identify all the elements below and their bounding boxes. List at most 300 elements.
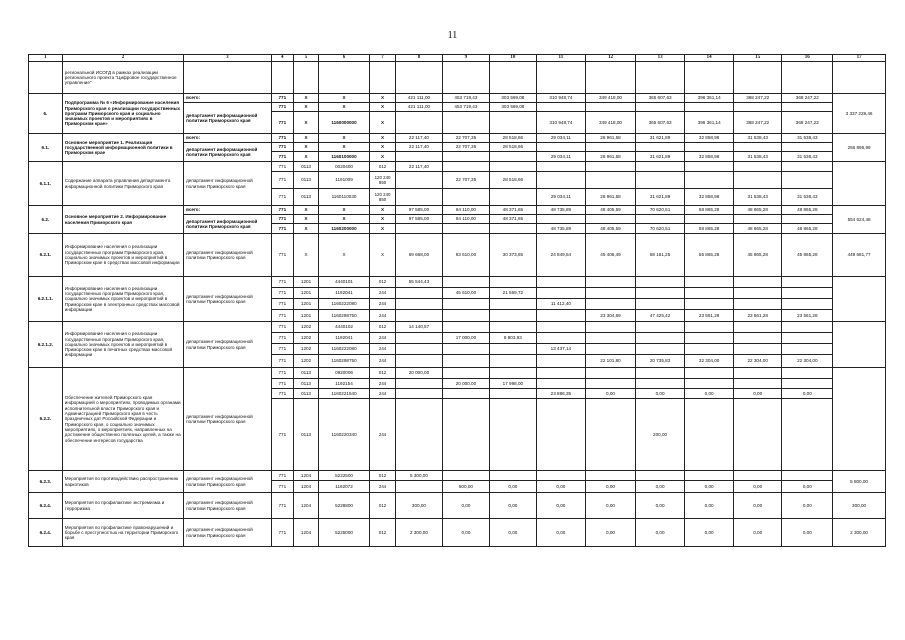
table-cell-c15 — [733, 215, 782, 224]
table-cell-c4: 771 — [271, 299, 293, 310]
table-cell-c9 — [442, 277, 489, 288]
table-cell-name: Мероприятия по противодействию распространению наркотиков — [62, 471, 183, 493]
table-cell-c11: 0,00 — [536, 493, 586, 519]
table-cell-n: 6.2.2. — [29, 368, 63, 471]
table-cell-c8: 55 544,43 — [396, 277, 442, 288]
table-cell-c4: 771 — [271, 399, 293, 471]
table-cell-c9: 22 707,35 — [442, 143, 489, 152]
table-cell-c11: 13 437,14 — [536, 344, 586, 355]
table-cell-c6: 1192041 — [319, 333, 370, 344]
table-cell-c6: 1192154 — [319, 379, 370, 389]
col-header: 9 — [442, 55, 489, 62]
table-cell-c8 — [396, 62, 442, 94]
table-cell-c12 — [586, 143, 636, 152]
table-cell-exec: департамент информационной политики Приморского края — [184, 471, 272, 493]
table-cell-c15: 48 865,28 — [733, 224, 782, 234]
table-cell-c8: 97 585,00 — [396, 206, 442, 215]
table-cell-c15 — [733, 162, 782, 172]
table-cell-c6: Х — [319, 103, 370, 112]
table-cell-c12 — [586, 471, 636, 481]
table-cell-c14 — [685, 288, 734, 299]
table-cell-c14 — [685, 399, 734, 471]
table-cell-c13 — [635, 344, 685, 355]
table-cell-c8 — [396, 299, 442, 310]
table-cell-c16 — [782, 172, 833, 189]
table-cell-c16 — [782, 288, 833, 299]
table-cell-c15: 31 538,43 — [733, 189, 782, 206]
table-cell-c8 — [396, 288, 442, 299]
table-cell-c16 — [782, 471, 833, 481]
table-cell-c9: 22 707,35 — [442, 134, 489, 143]
table-cell-c13: 31 621,89 — [635, 152, 685, 162]
table-cell-c11: 0,00 — [536, 481, 586, 493]
table-cell-c7: Х — [369, 224, 395, 234]
col-header: 8 — [396, 55, 442, 62]
table-cell-c12 — [586, 322, 636, 333]
table-cell-c14 — [685, 299, 734, 310]
table-cell-c9 — [442, 471, 489, 481]
table-cell-c14: 58 865,28 — [685, 206, 734, 215]
table-cell-c6: 5222500 — [319, 471, 370, 481]
table-cell-c11: 48 735,89 — [536, 224, 586, 234]
table-cell-c8: 22 117,40 — [396, 143, 442, 152]
table-cell-c13 — [635, 471, 685, 481]
table-cell-c5: 0113 — [293, 172, 318, 189]
table-cell-c4: 771 — [271, 189, 293, 206]
col-header: 5 — [293, 55, 318, 62]
table-cell-c10 — [490, 112, 536, 134]
table-cell-c11 — [536, 368, 586, 379]
table-cell-c4: 771 — [271, 493, 293, 519]
table-cell-c9 — [442, 355, 489, 368]
table-cell-c10: 30 373,65 — [490, 234, 536, 277]
table-cell-c7: 244 — [369, 344, 395, 355]
table-cell-c4: 771 — [271, 368, 293, 379]
table-cell-c11: 0,00 — [536, 519, 586, 547]
table-cell-c6: 4440102 — [319, 322, 370, 333]
table-cell-c6: 1160220340 — [319, 399, 370, 471]
table-cell-c12 — [586, 162, 636, 172]
table-cell-c13 — [635, 299, 685, 310]
table-cell-c7: Х — [369, 206, 395, 215]
table-cell-c12: 26 961,58 — [586, 134, 636, 143]
table-cell-c11 — [536, 215, 586, 224]
table-cell-name: Обеспечение жителей Приморского края информацией о мероприятиях, проводимых органами исполнительной власти Приморского края и Администрацией Приморского края в честь праздничных дат Российской Федерации и Приморского края, о социально значимых мероприятиях, о мероприятиях, направленных на достижение общественно полезных целей, а также на обеспечение интересов государства — [62, 368, 183, 471]
table-cell-c14 — [685, 368, 734, 379]
table-cell-c5: 1201 — [293, 310, 318, 322]
table-cell-c11 — [536, 277, 586, 288]
table-row — [29, 134, 886, 143]
col-header: 10 — [490, 55, 536, 62]
table-cell-c13: 70 620,51 — [635, 206, 685, 215]
table-cell-c6: 1160200000 — [319, 224, 370, 234]
table-cell-c5: Х — [293, 152, 318, 162]
table-cell-c15: 0,00 — [733, 519, 782, 547]
table-cell-c7: 244 — [369, 310, 395, 322]
table-cell-c17: 3 337 229,46 — [833, 94, 886, 134]
table-cell-c11: 310 948,74 — [536, 94, 586, 103]
table-cell-c12: 349 418,00 — [586, 94, 636, 103]
table-cell-c5: 1204 — [293, 493, 318, 519]
table-cell-c13 — [635, 277, 685, 288]
table-cell-c15 — [733, 143, 782, 152]
table-cell-c8: 22 117,40 — [396, 162, 442, 172]
table-row — [29, 519, 886, 547]
table-cell-c13: 0,00 — [635, 493, 685, 519]
table-cell-c14: 32 858,96 — [685, 134, 734, 143]
table-cell-c13 — [635, 162, 685, 172]
table-cell-exec — [184, 62, 272, 94]
table-cell-c10 — [490, 152, 536, 162]
table-cell-c7: 120 240 850 — [369, 189, 395, 206]
table-cell-c9: 0,00 — [442, 493, 489, 519]
table-cell-c12 — [586, 333, 636, 344]
table-cell-c4: 771 — [271, 333, 293, 344]
table-cell-c12: 26 961,58 — [586, 189, 636, 206]
table-cell-c9 — [442, 344, 489, 355]
table-cell-c6 — [319, 62, 370, 94]
table-cell-c11: 29 034,11 — [536, 152, 586, 162]
table-cell-c13 — [635, 143, 685, 152]
table-cell-c14 — [685, 215, 734, 224]
table-cell-c15 — [733, 344, 782, 355]
table-cell-c16 — [782, 322, 833, 333]
col-header: 1 — [29, 55, 63, 62]
table-cell-c6: 1192072 — [319, 481, 370, 493]
table-cell-c8 — [396, 333, 442, 344]
table-cell-c11 — [536, 162, 586, 172]
table-cell-c15: 0,00 — [733, 481, 782, 493]
table-cell-c11 — [536, 288, 586, 299]
table-cell-exec: департамент информационной политики Приморского края — [184, 519, 272, 547]
table-cell-c5: 0113 — [293, 162, 318, 172]
table-cell-c13: 200,00 — [635, 399, 685, 471]
table-cell-c4: 771 — [271, 288, 293, 299]
table-cell-c13 — [635, 62, 685, 94]
table-cell-c12: 0,00 — [586, 481, 636, 493]
table-cell-c4: 771 — [271, 112, 293, 134]
table-cell-c10: 303 569,08 — [490, 103, 536, 112]
table-cell-c14 — [685, 471, 734, 481]
table-cell-c16 — [782, 368, 833, 379]
table-cell-c7 — [369, 62, 395, 94]
table-cell-c6: 1160298750 — [319, 355, 370, 368]
table-cell-c7: 012 — [369, 471, 395, 481]
table-cell-c7: Х — [369, 94, 395, 103]
table-cell-c16: 31 538,43 — [782, 189, 833, 206]
table-cell-c7: 244 — [369, 333, 395, 344]
table-cell-c10: 303 569,08 — [490, 94, 536, 103]
table-cell-c11 — [536, 379, 586, 389]
table-cell-c13 — [635, 172, 685, 189]
table-cell-exec: департамент информационной политики Приморского края — [184, 215, 272, 234]
table-row — [29, 206, 886, 215]
table-cell-c11: 23 886,35 — [536, 389, 586, 399]
table-cell-c5: 1201 — [293, 288, 318, 299]
table-cell-c4: 771 — [271, 224, 293, 234]
table-cell-c14 — [685, 103, 734, 112]
table-cell-c14: 0,00 — [685, 493, 734, 519]
table-cell-c7: Х — [369, 143, 395, 152]
table-cell-c12: 26 961,58 — [586, 152, 636, 162]
table-cell-c8 — [396, 310, 442, 322]
table-cell-c11 — [536, 399, 586, 471]
page-number: 11 — [447, 30, 458, 41]
table-cell-name: Содержание аппарата управления департамента информационной политики Приморского края — [62, 162, 183, 206]
col-header: 15 — [733, 55, 782, 62]
table-cell-c8 — [396, 152, 442, 162]
table-cell-c16 — [782, 215, 833, 224]
table-cell-c8: 5 300,00 — [396, 471, 442, 481]
table-cell-c11 — [536, 333, 586, 344]
table-row — [29, 162, 886, 172]
table-cell-c12: 48 405,59 — [586, 206, 636, 215]
table-cell-c13 — [635, 215, 685, 224]
table-cell-c16: 0,00 — [782, 493, 833, 519]
table-cell-c17: 300,00 — [833, 493, 886, 519]
table-cell-c5: 1201 — [293, 277, 318, 288]
table-cell-c10 — [490, 322, 536, 333]
table-cell-c12 — [586, 172, 636, 189]
table-cell-c4: 771 — [271, 94, 293, 103]
table-cell-c13 — [635, 288, 685, 299]
table-cell-exec: департамент информационной политики Приморского края — [184, 322, 272, 368]
table-cell-c5: 1202 — [293, 322, 318, 333]
table-cell-n: 6.2.4. — [29, 493, 63, 519]
table-cell-c14 — [685, 172, 734, 189]
table-cell-c12: 349 418,00 — [586, 112, 636, 134]
table-cell-c13: 0,00 — [635, 389, 685, 399]
table-cell-c7: 244 — [369, 288, 395, 299]
table-cell-c4: 771 — [271, 172, 293, 189]
table-cell-c7: 244 — [369, 481, 395, 493]
table-cell-c17 — [833, 368, 886, 471]
table-cell-c10: 0,00 — [490, 481, 536, 493]
table-cell-c8: 14 140,57 — [396, 322, 442, 333]
table-cell-c14: 32 858,96 — [685, 152, 734, 162]
table-cell-c4: 771 — [271, 481, 293, 493]
table-cell-c13: 47 425,42 — [635, 310, 685, 322]
table-cell-c6: 0920006 — [319, 368, 370, 379]
table-cell-c13 — [635, 103, 685, 112]
table-cell-c4 — [271, 62, 293, 94]
col-header: 12 — [586, 55, 636, 62]
table-cell-c16: 368 247,22 — [782, 94, 833, 103]
table-cell-c8: 22 117,40 — [396, 134, 442, 143]
table-cell-c10 — [490, 310, 536, 322]
table-cell-c15: 23 561,28 — [733, 310, 782, 322]
table-cell-c11 — [536, 143, 586, 152]
table-cell-c12 — [586, 277, 636, 288]
table-cell-c6: Х — [319, 134, 370, 143]
table-cell-n: 6.2.3. — [29, 471, 63, 493]
table-cell-c14: 55 865,28 — [685, 234, 734, 277]
table-cell-c9: 453 719,43 — [442, 94, 489, 103]
table-cell-c7: 012 — [369, 277, 395, 288]
table-cell-c10: 21 569,72 — [490, 288, 536, 299]
table-cell-c12: 22 101,80 — [586, 355, 636, 368]
table-cell-c5: Х — [293, 234, 318, 277]
table-cell-c15 — [733, 288, 782, 299]
table-cell-c12 — [586, 399, 636, 471]
table-cell-c7: 244 — [369, 389, 395, 399]
table-cell-c6: 1160221540 — [319, 389, 370, 399]
table-cell-c16 — [782, 333, 833, 344]
table-cell-c17 — [833, 322, 886, 368]
table-cell-c10: 28 518,66 — [490, 134, 536, 143]
table-cell-c9: 45 610,00 — [442, 288, 489, 299]
table-cell-c16: 31 538,43 — [782, 152, 833, 162]
table-cell-c10: 0,00 — [490, 493, 536, 519]
table-cell-c5: Х — [293, 103, 318, 112]
table-cell-c4: 771 — [271, 206, 293, 215]
table-cell-n: 6.2.1. — [29, 234, 63, 277]
table-cell-c17: 5 800,00 — [833, 471, 886, 493]
col-header: 13 — [635, 55, 685, 62]
table-cell-c14: 396 361,14 — [685, 94, 734, 103]
table-cell-c16: 48 865,28 — [782, 224, 833, 234]
table-cell-c10: 48 371,65 — [490, 215, 536, 224]
table-cell-exec: департамент информационной политики Приморского края — [184, 143, 272, 162]
table-cell-c8 — [396, 379, 442, 389]
table-cell-c8: 97 585,00 — [396, 215, 442, 224]
table-cell-c4: 771 — [271, 355, 293, 368]
table-cell-c8: 2 300,00 — [396, 519, 442, 547]
table-cell-c9: 63 610,00 — [442, 234, 489, 277]
table-cell-c8: 300,00 — [396, 493, 442, 519]
table-cell-c13: 365 607,63 — [635, 94, 685, 103]
table-cell-c7: 012 — [369, 322, 395, 333]
table-cell-c14: 23 561,28 — [685, 310, 734, 322]
table-cell-c16 — [782, 277, 833, 288]
table-cell-c5: 1204 — [293, 519, 318, 547]
table-cell-c15 — [733, 277, 782, 288]
budget-table — [28, 54, 886, 547]
table-cell-c14 — [685, 344, 734, 355]
table-cell-c11 — [536, 62, 586, 94]
table-cell-c17: 554 624,48 — [833, 206, 886, 234]
table-cell-c16: 0,00 — [782, 519, 833, 547]
table-cell-c15 — [733, 471, 782, 481]
table-cell-c4: 771 — [271, 310, 293, 322]
table-cell-c9 — [442, 162, 489, 172]
table-cell-c12: 0,00 — [586, 519, 636, 547]
table-cell-name: Мероприятия по профилактике правонарушений и борьбе с преступностью на территории Приморского края — [62, 519, 183, 547]
table-cell-c17: 2 300,00 — [833, 519, 886, 547]
table-cell-c5: 0113 — [293, 399, 318, 471]
table-cell-c14 — [685, 333, 734, 344]
table-cell-c16: 45 865,28 — [782, 234, 833, 277]
table-cell-c11 — [536, 322, 586, 333]
table-cell-c11: 48 735,89 — [536, 206, 586, 215]
table-cell-c16: 48 865,28 — [782, 206, 833, 215]
table-cell-c10 — [490, 277, 536, 288]
table-cell-c16: 23 561,28 — [782, 310, 833, 322]
table-cell-c15 — [733, 299, 782, 310]
col-header: 7 — [369, 55, 395, 62]
table-cell-c4: 771 — [271, 215, 293, 224]
table-cell-n: 6.1.1. — [29, 162, 63, 206]
table-cell-c16: 0,00 — [782, 389, 833, 399]
table-cell-c12: 48 405,59 — [586, 224, 636, 234]
table-cell-c15 — [733, 103, 782, 112]
table-row — [29, 277, 886, 288]
table-cell-c9 — [442, 310, 489, 322]
table-cell-n: 6.1. — [29, 134, 63, 162]
table-cell-c9: 17 000,00 — [442, 333, 489, 344]
table-cell-c16 — [782, 62, 833, 94]
table-cell-c4: 771 — [271, 143, 293, 152]
table-cell-c16: 0,00 — [782, 481, 833, 493]
table-cell-n: 6.2. — [29, 206, 63, 234]
table-cell-c6: Х — [319, 215, 370, 224]
table-cell-exec: департамент информационной политики Приморского края — [184, 103, 272, 134]
table-cell-c12 — [586, 379, 636, 389]
table-cell-c4: 771 — [271, 152, 293, 162]
table-cell-c5: Х — [293, 134, 318, 143]
table-cell-c7: 012 — [369, 162, 395, 172]
table-cell-c7: 120 240 850 — [369, 172, 395, 189]
table-row — [29, 94, 886, 103]
table-cell-c14: 0,00 — [685, 389, 734, 399]
table-cell-c14: 32 304,00 — [685, 355, 734, 368]
table-cell-c7: 244 — [369, 299, 395, 310]
table-cell-c13: 20 735,83 — [635, 355, 685, 368]
table-cell-c9 — [442, 112, 489, 134]
table-cell-c10 — [490, 224, 536, 234]
table-cell-c7: 012 — [369, 368, 395, 379]
table-cell-c8 — [396, 344, 442, 355]
table-cell-c10 — [490, 389, 536, 399]
table-cell-c8 — [396, 389, 442, 399]
table-cell-name: региональной ИСОГД в рамках реализации регионального проекта "Цифровое государственное управление" — [62, 62, 183, 94]
table-cell-c14 — [685, 62, 734, 94]
table-cell-c17 — [833, 277, 886, 322]
table-cell-c5: 0113 — [293, 368, 318, 379]
table-cell-exec: всего: — [184, 94, 272, 103]
table-cell-c14 — [685, 322, 734, 333]
table-row — [29, 493, 886, 519]
table-cell-c6: Х — [319, 234, 370, 277]
table-cell-exec: всего: — [184, 206, 272, 215]
table-cell-c15 — [733, 322, 782, 333]
table-row — [29, 234, 886, 277]
table-cell-c11 — [536, 310, 586, 322]
table-cell-c8: 69 668,00 — [396, 234, 442, 277]
table-cell-name: Подпрограмма № 6 «Информирование населения Приморского края о реализации государственных программ Приморского края и социально значимых проектов и мероприятиях в Приморском крае» — [62, 94, 183, 134]
table-cell-c7: 244 — [369, 355, 395, 368]
table-cell-c10 — [490, 399, 536, 471]
table-cell-c16 — [782, 162, 833, 172]
table-cell-c13: 0,00 — [635, 481, 685, 493]
table-cell-name: Информирование населения о реализации государственных программ Приморского края, социально значимых проектов и мероприятий в Приморском крае в электронных средствах массовой информации — [62, 277, 183, 322]
table-cell-c6: Х — [319, 143, 370, 152]
table-cell-c9 — [442, 189, 489, 206]
table-cell-c9: 20 000,00 — [442, 379, 489, 389]
table-cell-c14: 0,00 — [685, 519, 734, 547]
table-cell-c6: 1160222080 — [319, 344, 370, 355]
table-cell-c9: 22 707,35 — [442, 172, 489, 189]
table-cell-c9 — [442, 299, 489, 310]
table-cell-c9: 0,00 — [442, 519, 489, 547]
table-cell-c5: 1202 — [293, 355, 318, 368]
table-cell-c15: 0,00 — [733, 493, 782, 519]
table-cell-c10 — [490, 299, 536, 310]
table-cell-c8 — [396, 224, 442, 234]
table-cell-n: 6.2.4. — [29, 519, 63, 547]
table-cell-c12: 23 304,69 — [586, 310, 636, 322]
header-row — [29, 55, 886, 62]
